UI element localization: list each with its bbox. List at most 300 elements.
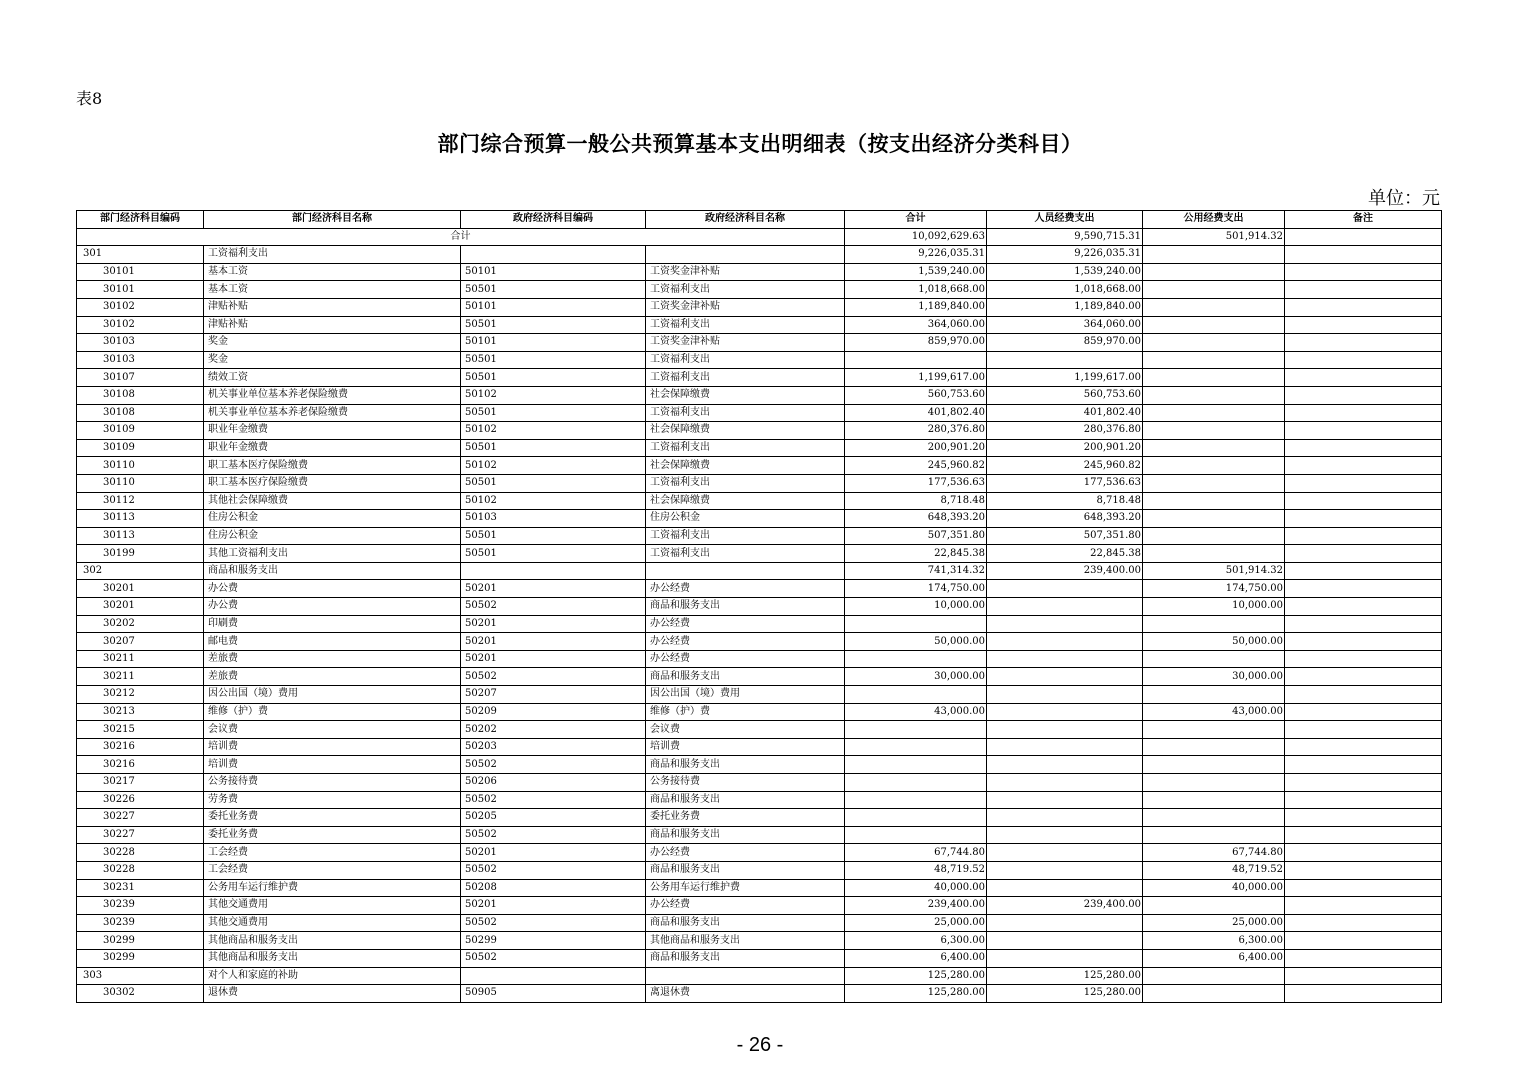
gov-name-cell: 公务接待费 (646, 774, 845, 792)
gov-name-cell: 工资奖金津补贴 (646, 334, 845, 352)
public-cell (1143, 474, 1285, 492)
table-row (77, 774, 1442, 792)
dept-name-cell: 住房公积金 (204, 527, 461, 545)
total-cell: 401,802.40 (845, 404, 987, 422)
public-cell (1143, 756, 1285, 774)
table-row (77, 492, 1442, 510)
note-cell (1285, 386, 1442, 404)
gov-code-cell: 50101 (461, 334, 646, 352)
dept-code-cell: 30202 (77, 615, 204, 633)
gov-name-cell: 工资福利支出 (646, 316, 845, 334)
gov-code-cell: 50103 (461, 510, 646, 528)
dept-code-cell: 30207 (77, 633, 204, 651)
note-cell (1285, 457, 1442, 475)
table-row (77, 580, 1442, 598)
note-cell (1285, 246, 1442, 264)
total-cell (845, 738, 987, 756)
gov-name-cell: 办公经费 (646, 580, 845, 598)
gov-name-cell: 工资福利支出 (646, 545, 845, 563)
note-cell (1285, 298, 1442, 316)
personnel-cell: 245,960.82 (987, 457, 1143, 475)
table-row (77, 844, 1442, 862)
dept-name-cell: 奖金 (204, 334, 461, 352)
public-cell: 67,744.80 (1143, 844, 1285, 862)
public-cell (1143, 791, 1285, 809)
table-row (77, 826, 1442, 844)
table-label: 表8 (76, 89, 103, 108)
note-cell (1285, 263, 1442, 281)
dept-code-cell: 30201 (77, 598, 204, 616)
dept-name-cell: 办公费 (204, 580, 461, 598)
column-header: 合计 (845, 211, 987, 229)
dept-code-cell: 30212 (77, 686, 204, 704)
total-cell: 174,750.00 (845, 580, 987, 598)
personnel-cell (987, 598, 1143, 616)
public-cell: 25,000.00 (1143, 914, 1285, 932)
gov-code-cell (461, 967, 646, 985)
public-cell (1143, 721, 1285, 739)
table-row (77, 527, 1442, 545)
note-cell (1285, 422, 1442, 440)
unit-label: 单位：元 (1368, 188, 1440, 209)
gov-name-cell: 办公经费 (646, 897, 845, 915)
dept-name-cell: 印刷费 (204, 615, 461, 633)
total-row (77, 228, 1442, 246)
table-row (77, 932, 1442, 950)
dept-code-cell: 30102 (77, 316, 204, 334)
gov-name-cell: 工资奖金津补贴 (646, 298, 845, 316)
gov-code-cell: 50501 (461, 369, 646, 387)
gov-code-cell: 50201 (461, 897, 646, 915)
gov-code-cell: 50501 (461, 351, 646, 369)
gov-code-cell: 50502 (461, 914, 646, 932)
gov-code-cell: 50102 (461, 386, 646, 404)
note-cell (1285, 879, 1442, 897)
total-cell (845, 351, 987, 369)
personnel-cell (987, 932, 1143, 950)
total-cell (845, 686, 987, 704)
dept-name-cell: 办公费 (204, 598, 461, 616)
gov-code-cell: 50501 (461, 474, 646, 492)
dept-code-cell: 30226 (77, 791, 204, 809)
total-cell (845, 721, 987, 739)
personnel-cell: 1,199,617.00 (987, 369, 1143, 387)
note-cell (1285, 281, 1442, 299)
total-cell: 10,000.00 (845, 598, 987, 616)
public-cell: 50,000.00 (1143, 633, 1285, 651)
public-cell (1143, 809, 1285, 827)
gov-code-cell: 50101 (461, 263, 646, 281)
gov-name-cell: 商品和服务支出 (646, 756, 845, 774)
public-cell (1143, 281, 1285, 299)
table-row (77, 246, 1442, 264)
personnel-cell: 859,970.00 (987, 334, 1143, 352)
dept-code-cell: 30228 (77, 844, 204, 862)
gov-name-cell: 工资福利支出 (646, 404, 845, 422)
total-cell: 280,376.80 (845, 422, 987, 440)
gov-code-cell: 50205 (461, 809, 646, 827)
dept-code-cell: 30109 (77, 439, 204, 457)
dept-code-cell: 30213 (77, 703, 204, 721)
dept-name-cell: 工资福利支出 (204, 246, 461, 264)
table-row (77, 897, 1442, 915)
gov-code-cell: 50201 (461, 580, 646, 598)
note-cell (1285, 404, 1442, 422)
table-row (77, 457, 1442, 475)
note-cell (1285, 598, 1442, 616)
gov-name-cell: 社会保障缴费 (646, 386, 845, 404)
personnel-cell (987, 809, 1143, 827)
public-cell (1143, 492, 1285, 510)
table-row (77, 334, 1442, 352)
total-cell: 1,539,240.00 (845, 263, 987, 281)
note-cell (1285, 967, 1442, 985)
table-row (77, 545, 1442, 563)
personnel-cell: 177,536.63 (987, 474, 1143, 492)
total-cell: 6,300.00 (845, 932, 987, 950)
total-cell: 8,718.48 (845, 492, 987, 510)
personnel-cell: 401,802.40 (987, 404, 1143, 422)
dept-code-cell: 302 (77, 562, 204, 580)
total-cell: 25,000.00 (845, 914, 987, 932)
gov-code-cell (461, 562, 646, 580)
public-cell: 48,719.52 (1143, 861, 1285, 879)
dept-name-cell: 津贴补贴 (204, 298, 461, 316)
note-cell (1285, 844, 1442, 862)
page-number: - 26 - (736, 1034, 784, 1056)
header-row (77, 211, 1442, 229)
note-cell (1285, 351, 1442, 369)
personnel-cell: 200,901.20 (987, 439, 1143, 457)
gov-code-cell: 50502 (461, 861, 646, 879)
dept-name-cell: 退休费 (204, 985, 461, 1003)
gov-code-cell: 50102 (461, 492, 646, 510)
gov-name-cell: 工资福利支出 (646, 369, 845, 387)
personnel-cell: 9,226,035.31 (987, 246, 1143, 264)
note-cell (1285, 774, 1442, 792)
total-cell: 239,400.00 (845, 897, 987, 915)
table-row (77, 263, 1442, 281)
public-cell (1143, 263, 1285, 281)
dept-name-cell: 会议费 (204, 721, 461, 739)
personnel-cell (987, 615, 1143, 633)
public-cell (1143, 369, 1285, 387)
personnel-cell (987, 351, 1143, 369)
personnel-cell (987, 791, 1143, 809)
dept-name-cell: 基本工资 (204, 281, 461, 299)
personnel-cell (987, 703, 1143, 721)
table-row (77, 949, 1442, 967)
public-cell (1143, 527, 1285, 545)
personnel-cell: 560,753.60 (987, 386, 1143, 404)
note-cell (1285, 949, 1442, 967)
gov-code-cell: 50502 (461, 756, 646, 774)
note-cell (1285, 474, 1442, 492)
note-cell (1285, 492, 1442, 510)
total-cell: 67,744.80 (845, 844, 987, 862)
personnel-cell: 125,280.00 (987, 967, 1143, 985)
table-row (77, 967, 1442, 985)
note-cell (1285, 668, 1442, 686)
note-cell (1285, 334, 1442, 352)
dept-code-cell: 30103 (77, 334, 204, 352)
personnel-cell: 1,539,240.00 (987, 263, 1143, 281)
total-cell: 43,000.00 (845, 703, 987, 721)
note-cell (1285, 985, 1442, 1003)
gov-name-cell: 会议费 (646, 721, 845, 739)
personnel-cell (987, 914, 1143, 932)
total-cell: 1,199,617.00 (845, 369, 987, 387)
dept-code-cell: 30101 (77, 263, 204, 281)
total-cell: 560,753.60 (845, 386, 987, 404)
note-cell (1285, 721, 1442, 739)
dept-code-cell: 30110 (77, 457, 204, 475)
dept-name-cell: 其他工资福利支出 (204, 545, 461, 563)
gov-name-cell: 其他商品和服务支出 (646, 932, 845, 950)
total-cell: 125,280.00 (845, 985, 987, 1003)
gov-code-cell: 50208 (461, 879, 646, 897)
dept-code-cell: 30239 (77, 897, 204, 915)
gov-name-cell: 办公经费 (646, 650, 845, 668)
dept-name-cell: 其他交通费用 (204, 914, 461, 932)
gov-code-cell: 50102 (461, 422, 646, 440)
table-row (77, 703, 1442, 721)
personnel-cell (987, 580, 1143, 598)
dept-name-cell: 委托业务费 (204, 809, 461, 827)
gov-code-cell: 50502 (461, 668, 646, 686)
gov-name-cell: 维修（护）费 (646, 703, 845, 721)
column-header: 公用经费支出 (1143, 211, 1285, 229)
total-label: 合计 (77, 228, 845, 246)
dept-code-cell: 30201 (77, 580, 204, 598)
personnel-cell: 507,351.80 (987, 527, 1143, 545)
table-row (77, 721, 1442, 739)
personnel-cell (987, 633, 1143, 651)
dept-code-cell: 30216 (77, 738, 204, 756)
personnel-cell (987, 826, 1143, 844)
table-row (77, 650, 1442, 668)
dept-code-cell: 30199 (77, 545, 204, 563)
personnel-cell (987, 949, 1143, 967)
total-cell (845, 791, 987, 809)
note-cell (1285, 562, 1442, 580)
dept-name-cell: 工会经费 (204, 844, 461, 862)
dept-code-cell: 30215 (77, 721, 204, 739)
dept-code-cell: 30108 (77, 404, 204, 422)
dept-code-cell: 30217 (77, 774, 204, 792)
dept-code-cell: 30112 (77, 492, 204, 510)
gov-name-cell (646, 967, 845, 985)
public-cell (1143, 457, 1285, 475)
gov-code-cell: 50201 (461, 844, 646, 862)
gov-name-cell: 公务用车运行维护费 (646, 879, 845, 897)
public-cell: 40,000.00 (1143, 879, 1285, 897)
total-cell: 177,536.63 (845, 474, 987, 492)
note-cell (1285, 527, 1442, 545)
dept-name-cell: 职工基本医疗保险缴费 (204, 457, 461, 475)
dept-name-cell: 职工基本医疗保险缴费 (204, 474, 461, 492)
gov-name-cell: 商品和服务支出 (646, 914, 845, 932)
dept-code-cell: 301 (77, 246, 204, 264)
note-cell (1285, 316, 1442, 334)
table-row (77, 439, 1442, 457)
personnel-cell (987, 721, 1143, 739)
note-cell (1285, 703, 1442, 721)
dept-name-cell: 机关事业单位基本养老保险缴费 (204, 386, 461, 404)
gov-name-cell: 工资奖金津补贴 (646, 263, 845, 281)
dept-name-cell: 住房公积金 (204, 510, 461, 528)
table-row (77, 298, 1442, 316)
note-cell (1285, 809, 1442, 827)
gov-name-cell: 社会保障缴费 (646, 422, 845, 440)
gov-name-cell: 办公经费 (646, 615, 845, 633)
table-row (77, 316, 1442, 334)
dept-name-cell: 机关事业单位基本养老保险缴费 (204, 404, 461, 422)
total-cell (845, 826, 987, 844)
gov-code-cell: 50202 (461, 721, 646, 739)
gov-name-cell: 办公经费 (646, 633, 845, 651)
gov-code-cell: 50203 (461, 738, 646, 756)
gov-code-cell: 50207 (461, 686, 646, 704)
total-amount: 10,092,629.63 (845, 228, 987, 246)
public-cell: 174,750.00 (1143, 580, 1285, 598)
personnel-cell: 239,400.00 (987, 562, 1143, 580)
table-row (77, 738, 1442, 756)
table-row (77, 281, 1442, 299)
total-cell: 364,060.00 (845, 316, 987, 334)
personnel-cell: 648,393.20 (987, 510, 1143, 528)
note-cell (1285, 615, 1442, 633)
gov-code-cell: 50502 (461, 791, 646, 809)
table-row (77, 510, 1442, 528)
total-cell: 6,400.00 (845, 949, 987, 967)
budget-table (76, 210, 1442, 1003)
gov-name-cell: 离退休费 (646, 985, 845, 1003)
public-cell: 6,400.00 (1143, 949, 1285, 967)
table-row (77, 668, 1442, 686)
note-cell (1285, 510, 1442, 528)
total-cell (845, 774, 987, 792)
dept-code-cell: 30299 (77, 932, 204, 950)
table-row (77, 351, 1442, 369)
total-cell: 741,314.32 (845, 562, 987, 580)
gov-name-cell: 工资福利支出 (646, 474, 845, 492)
gov-name-cell: 商品和服务支出 (646, 598, 845, 616)
dept-name-cell: 绩效工资 (204, 369, 461, 387)
gov-code-cell: 50206 (461, 774, 646, 792)
note-cell (1285, 686, 1442, 704)
dept-name-cell: 维修（护）费 (204, 703, 461, 721)
public-cell: 10,000.00 (1143, 598, 1285, 616)
table-row (77, 404, 1442, 422)
public-cell (1143, 615, 1285, 633)
dept-code-cell: 30216 (77, 756, 204, 774)
personnel-cell: 1,189,840.00 (987, 298, 1143, 316)
dept-name-cell: 差旅费 (204, 650, 461, 668)
personnel-cell: 1,018,668.00 (987, 281, 1143, 299)
total-cell: 507,351.80 (845, 527, 987, 545)
note-cell (1285, 369, 1442, 387)
table-row (77, 861, 1442, 879)
column-header: 部门经济科目编码 (77, 211, 204, 229)
dept-name-cell: 其他社会保障缴费 (204, 492, 461, 510)
total-cell (845, 615, 987, 633)
dept-code-cell: 30227 (77, 826, 204, 844)
total-public: 501,914.32 (1143, 228, 1285, 246)
dept-name-cell: 委托业务费 (204, 826, 461, 844)
public-cell (1143, 650, 1285, 668)
dept-code-cell: 30299 (77, 949, 204, 967)
gov-code-cell: 50501 (461, 316, 646, 334)
note-cell (1285, 861, 1442, 879)
table-row (77, 686, 1442, 704)
gov-code-cell: 50201 (461, 650, 646, 668)
note-cell (1285, 633, 1442, 651)
note-cell (1285, 580, 1442, 598)
gov-name-cell (646, 562, 845, 580)
note-cell (1285, 791, 1442, 809)
total-cell: 245,960.82 (845, 457, 987, 475)
public-cell: 43,000.00 (1143, 703, 1285, 721)
table-row (77, 879, 1442, 897)
note-cell (1285, 756, 1442, 774)
dept-code-cell: 30103 (77, 351, 204, 369)
gov-name-cell: 工资福利支出 (646, 351, 845, 369)
column-header: 备注 (1285, 211, 1442, 229)
gov-name-cell: 商品和服务支出 (646, 791, 845, 809)
gov-code-cell (461, 246, 646, 264)
gov-code-cell: 50501 (461, 404, 646, 422)
gov-name-cell: 商品和服务支出 (646, 949, 845, 967)
table-row (77, 422, 1442, 440)
public-cell (1143, 545, 1285, 563)
dept-name-cell: 其他商品和服务支出 (204, 932, 461, 950)
table-row (77, 386, 1442, 404)
gov-code-cell: 50502 (461, 598, 646, 616)
personnel-cell (987, 756, 1143, 774)
note-cell (1285, 545, 1442, 563)
gov-name-cell: 商品和服务支出 (646, 668, 845, 686)
dept-name-cell: 职业年金缴费 (204, 439, 461, 457)
dept-code-cell: 30109 (77, 422, 204, 440)
table-row (77, 914, 1442, 932)
total-cell: 200,901.20 (845, 439, 987, 457)
gov-name-cell: 办公经费 (646, 844, 845, 862)
public-cell (1143, 967, 1285, 985)
public-cell: 6,300.00 (1143, 932, 1285, 950)
note-cell (1285, 650, 1442, 668)
gov-code-cell: 50502 (461, 949, 646, 967)
gov-code-cell: 50101 (461, 298, 646, 316)
total-cell: 125,280.00 (845, 967, 987, 985)
dept-code-cell: 30110 (77, 474, 204, 492)
gov-code-cell: 50299 (461, 932, 646, 950)
dept-name-cell: 商品和服务支出 (204, 562, 461, 580)
public-cell (1143, 351, 1285, 369)
public-cell (1143, 316, 1285, 334)
dept-code-cell: 30211 (77, 650, 204, 668)
public-cell (1143, 386, 1285, 404)
total-cell: 1,018,668.00 (845, 281, 987, 299)
gov-name-cell: 商品和服务支出 (646, 826, 845, 844)
gov-code-cell: 50209 (461, 703, 646, 721)
personnel-cell: 364,060.00 (987, 316, 1143, 334)
public-cell (1143, 738, 1285, 756)
gov-name-cell: 住房公积金 (646, 510, 845, 528)
personnel-cell (987, 668, 1143, 686)
public-cell (1143, 439, 1285, 457)
public-cell (1143, 686, 1285, 704)
